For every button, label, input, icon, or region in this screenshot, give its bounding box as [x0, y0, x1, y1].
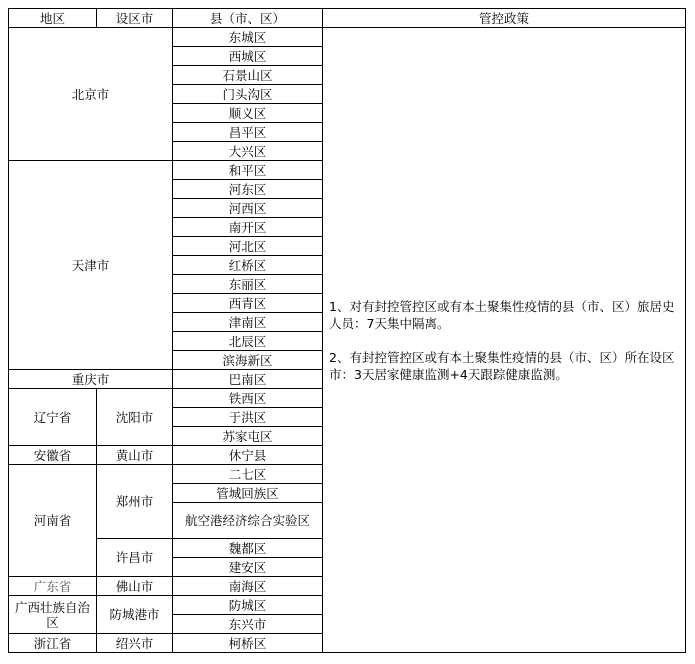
county-cell: 建安区: [173, 558, 323, 577]
county-cell: 南海区: [173, 577, 323, 596]
county-cell: 苏家屯区: [173, 427, 323, 446]
header-policy: 管控政策: [323, 9, 686, 28]
county-cell: 滨海新区: [173, 351, 323, 370]
county-cell: 北辰区: [173, 332, 323, 351]
county-cell: 河北区: [173, 237, 323, 256]
county-cell: 防城区: [173, 596, 323, 615]
county-cell: 河东区: [173, 180, 323, 199]
county-cell: 东丽区: [173, 275, 323, 294]
county-cell: 门头沟区: [173, 85, 323, 104]
region-zhejiang: 浙江省: [9, 634, 97, 653]
county-cell: 魏都区: [173, 539, 323, 558]
region-guangdong: 广东省: [9, 577, 97, 596]
county-cell: 西城区: [173, 47, 323, 66]
county-cell: 二七区: [173, 465, 323, 484]
county-cell: 昌平区: [173, 123, 323, 142]
policy-item-2: 2、有封控管控区或有本土聚集性疫情的县（市、区）所在设区市：3天居家健康监测+4天跟踪健康监测。: [329, 349, 675, 382]
county-cell: 东城区: [173, 28, 323, 47]
county-cell: 柯桥区: [173, 634, 323, 653]
city-foshan: 佛山市: [97, 577, 173, 596]
header-row: [9, 9, 686, 28]
region-tianjin: 天津市: [9, 161, 173, 370]
county-cell: 和平区: [173, 161, 323, 180]
city-zhengzhou: 郑州市: [97, 465, 173, 539]
region-henan: 河南省: [9, 465, 97, 577]
policy-table: [8, 8, 686, 653]
header-county: 县（市、区）: [173, 9, 323, 28]
county-cell: 休宁县: [173, 446, 323, 465]
county-cell: 航空港经济综合实验区: [173, 503, 323, 539]
county-cell: 顺义区: [173, 104, 323, 123]
county-cell: 于洪区: [173, 408, 323, 427]
region-beijing: 北京市: [9, 28, 173, 161]
county-cell: 津南区: [173, 313, 323, 332]
table-row: [9, 28, 686, 47]
policy-item-1: 1、对有封控管控区或有本土聚集性疫情的县（市、区）旅居史人员：7天集中隔离。: [329, 298, 675, 331]
county-cell: 大兴区: [173, 142, 323, 161]
region-chongqing: 重庆市: [9, 370, 173, 389]
region-anhui: 安徽省: [9, 446, 97, 465]
city-huangshan: 黄山市: [97, 446, 173, 465]
county-cell: 红桥区: [173, 256, 323, 275]
county-cell: 西青区: [173, 294, 323, 313]
county-cell: 南开区: [173, 218, 323, 237]
county-cell: 铁西区: [173, 389, 323, 408]
city-shaoxing: 绍兴市: [97, 634, 173, 653]
county-cell: 东兴市: [173, 615, 323, 634]
county-cell: 巴南区: [173, 370, 323, 389]
city-fangchenggang: 防城港市: [97, 596, 173, 634]
county-cell: 石景山区: [173, 66, 323, 85]
county-cell: 河西区: [173, 199, 323, 218]
header-region: 地区: [9, 9, 97, 28]
county-cell: 管城回族区: [173, 484, 323, 503]
header-city: 设区市: [97, 9, 173, 28]
policy-cell: [323, 28, 686, 653]
region-guangxi: 广西壮族自治区: [9, 596, 97, 634]
city-shenyang: 沈阳市: [97, 389, 173, 446]
city-xuchang: 许昌市: [97, 539, 173, 577]
region-liaoning: 辽宁省: [9, 389, 97, 446]
